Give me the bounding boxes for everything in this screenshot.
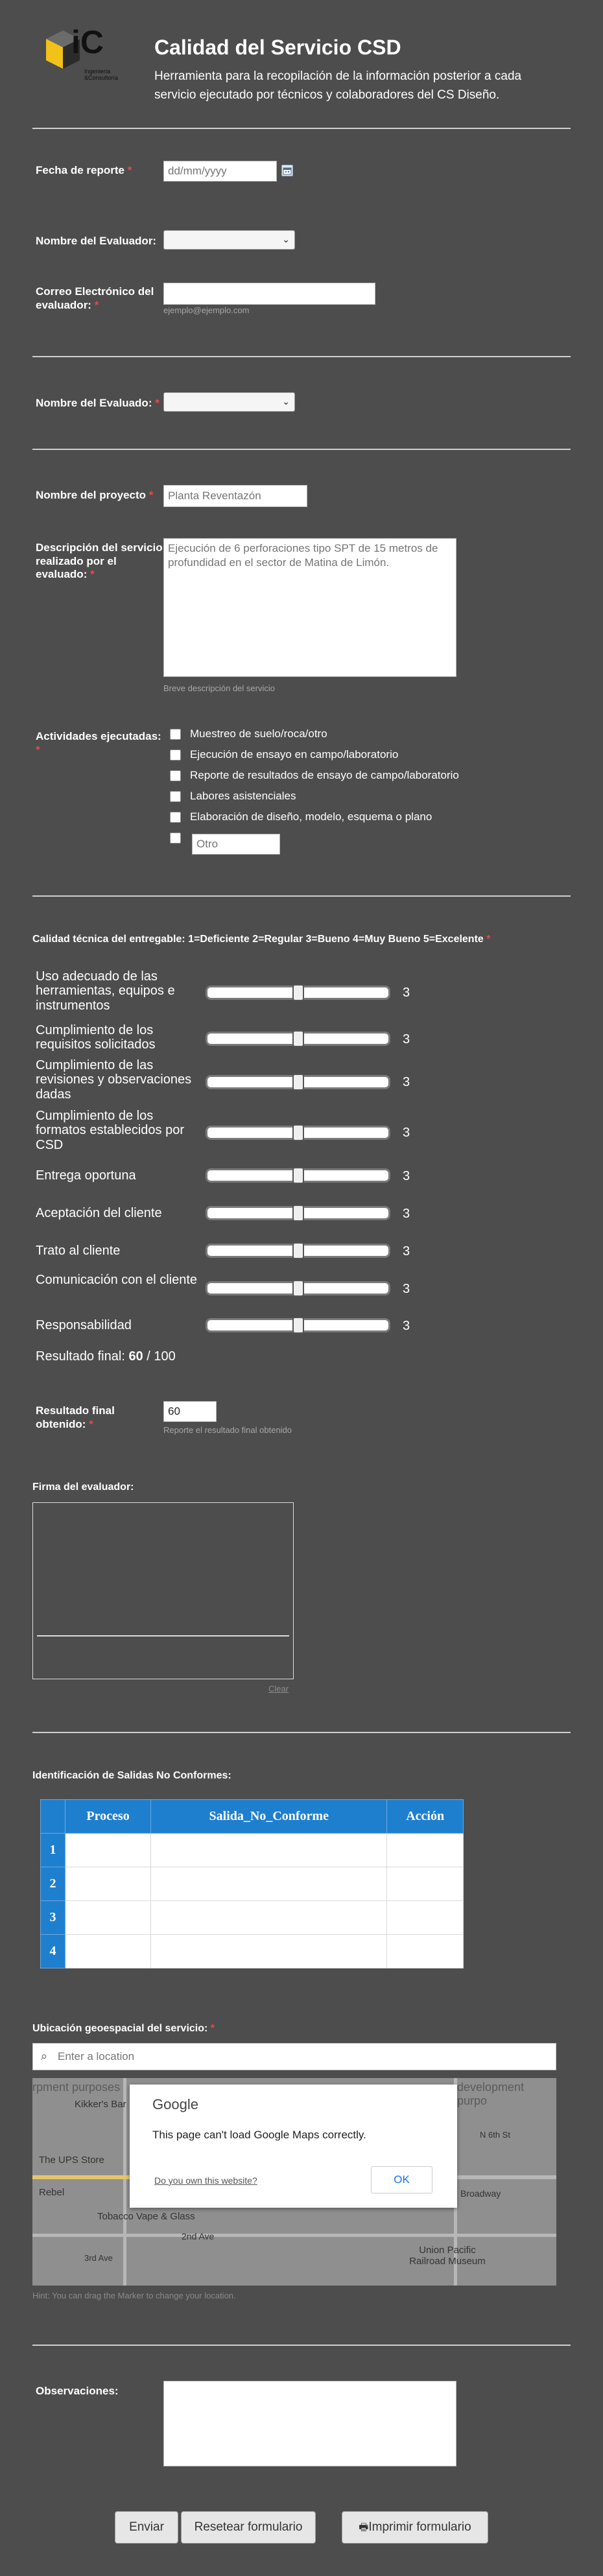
table-cell[interactable] xyxy=(387,1935,464,1968)
table-row xyxy=(41,1901,464,1935)
rating-row xyxy=(36,1168,438,1207)
logo xyxy=(44,24,119,86)
result-input[interactable] xyxy=(163,1401,217,1422)
chevron-down-icon: ⌄ xyxy=(282,234,290,244)
column-header: Salida_No_Conforme xyxy=(151,1800,387,1834)
signature-pad[interactable] xyxy=(32,1502,294,1679)
dialog-ok-button[interactable]: OK xyxy=(371,2166,432,2193)
checkbox[interactable] xyxy=(170,729,181,740)
table-row xyxy=(41,1935,464,1968)
checkbox[interactable] xyxy=(170,791,181,802)
evaluador-select[interactable] xyxy=(163,230,295,250)
table-cell[interactable] xyxy=(387,1834,464,1867)
slider-thumb[interactable] xyxy=(292,1205,304,1222)
calendar-icon[interactable] xyxy=(281,165,293,176)
row-number: 4 xyxy=(41,1935,65,1968)
rating-row xyxy=(36,1206,438,1245)
slider-thumb[interactable] xyxy=(292,984,304,1001)
rating-value: 3 xyxy=(403,986,410,1000)
rating-slider[interactable] xyxy=(206,1281,390,1295)
date-input[interactable] xyxy=(163,161,277,182)
map-road xyxy=(32,2234,556,2237)
checkbox[interactable] xyxy=(170,812,181,823)
signature-line xyxy=(37,1635,289,1637)
map-text: Rebel xyxy=(39,2187,65,2198)
rating-slider[interactable] xyxy=(206,986,390,1000)
map-hint: Hint: You can drag the Marker to change your location. xyxy=(32,2291,236,2300)
fecha-label: Fecha de reporte * xyxy=(36,164,132,176)
rating-label: Aceptación del cliente xyxy=(36,1206,162,1220)
slider-thumb[interactable] xyxy=(292,1074,304,1091)
slider-thumb[interactable] xyxy=(292,1242,304,1259)
logo-subtext: Ingeniería &Consultoría xyxy=(84,68,119,81)
logo-letters: iC xyxy=(71,24,104,60)
slider-thumb[interactable] xyxy=(292,1030,304,1047)
quality-heading: Calidad técnica del entregable: 1=Deficiente 2=Regular 3=Bueno 4=Muy Bueno 5=Excelente * xyxy=(32,934,491,945)
correo-label: Correo Electrónico del evaluador: * xyxy=(36,285,154,311)
column-header: Acción xyxy=(387,1800,464,1834)
print-button[interactable]: 🖶Imprimir formulario xyxy=(342,2511,488,2544)
table-cell[interactable] xyxy=(65,1935,151,1968)
non-conform-table xyxy=(40,1799,464,1968)
rating-row xyxy=(36,1058,438,1102)
activity-option[interactable]: Elaboración de diseño, modelo, esquema o plano xyxy=(170,810,432,823)
evaluado-select[interactable] xyxy=(163,392,295,412)
observaciones-label: Observaciones: xyxy=(36,2385,119,2397)
table-cell[interactable] xyxy=(151,1935,387,1968)
ubicacion-label: Ubicación geoespacial del servicio: * xyxy=(32,2023,215,2034)
divider xyxy=(32,449,571,450)
rating-row xyxy=(36,1023,438,1062)
description-textarea[interactable] xyxy=(163,538,456,677)
rating-slider[interactable] xyxy=(206,1168,390,1183)
row-number: 1 xyxy=(41,1834,65,1867)
rating-value: 3 xyxy=(403,1169,410,1183)
map-text: The UPS Store xyxy=(39,2155,104,2166)
slider-thumb[interactable] xyxy=(292,1317,304,1334)
map-text: Kikker's Bar xyxy=(75,2099,126,2110)
rating-label: Responsabilidad xyxy=(36,1318,132,1332)
checkbox[interactable] xyxy=(170,770,181,781)
table-cell[interactable] xyxy=(387,1901,464,1935)
map-text: Union Pacific Railroad Museum xyxy=(409,2245,486,2267)
actividades-label: Actividades ejecutadas: * xyxy=(36,730,161,756)
table-cell[interactable] xyxy=(65,1834,151,1867)
row-number: 3 xyxy=(41,1901,65,1935)
final-score: Resultado final: 60 / 100 xyxy=(36,1349,176,1364)
project-input[interactable] xyxy=(163,485,307,507)
email-input[interactable] xyxy=(163,283,375,305)
result-hint: Reporte el resultado final obtenido xyxy=(163,1425,292,1435)
observations-textarea[interactable] xyxy=(163,2381,456,2466)
rating-label: Comunicación con el cliente xyxy=(36,1273,198,1287)
table-row xyxy=(41,1834,464,1867)
rating-row xyxy=(36,1273,438,1312)
page-description: Herramienta para la recopilación de la información posterior a cada servicio ejecutado por técnicos y colaboradores del CS Diseño. xyxy=(154,69,522,102)
resultado-label: Resultado final obtenido: * xyxy=(36,1404,115,1430)
rating-value: 3 xyxy=(403,1282,410,1296)
divider xyxy=(32,895,571,897)
table-cell[interactable] xyxy=(387,1867,464,1901)
rating-label: Cumplimiento de los requisitos solicitados xyxy=(36,1023,156,1052)
activity-option[interactable]: Labores asistenciales xyxy=(170,790,296,803)
activity-option-other[interactable] xyxy=(170,833,193,844)
rating-slider[interactable] xyxy=(206,1032,390,1046)
rating-value: 3 xyxy=(403,1244,410,1258)
table-cell[interactable] xyxy=(65,1867,151,1901)
table-cell[interactable] xyxy=(151,1867,387,1901)
no-conformes-label: Identificación de Salidas No Conformes: xyxy=(32,1770,231,1781)
activity-option[interactable]: Muestreo de suelo/roca/otro xyxy=(170,727,327,740)
map-text: N 6th St xyxy=(480,2130,510,2140)
rating-slider[interactable] xyxy=(206,1075,390,1089)
slider-thumb[interactable] xyxy=(292,1167,304,1184)
rating-row xyxy=(36,1109,438,1152)
proyecto-label: Nombre del proyecto * xyxy=(36,489,154,501)
rating-slider[interactable] xyxy=(206,1126,390,1140)
firma-label: Firma del evaluador: xyxy=(32,1482,134,1493)
map-text: Tobacco Vape & Glass xyxy=(97,2211,195,2222)
nombre-evaluado-label: Nombre del Evaluado: * xyxy=(36,397,160,409)
email-hint: ejemplo@ejemplo.com xyxy=(163,305,250,315)
rating-slider[interactable] xyxy=(206,1244,390,1258)
rating-value: 3 xyxy=(403,1207,410,1221)
rating-value: 3 xyxy=(403,1319,410,1333)
other-input[interactable] xyxy=(192,834,280,855)
rating-label: Cumplimiento de las revisiones y observaciones dadas xyxy=(36,1058,192,1102)
table-row xyxy=(41,1867,464,1901)
chevron-down-icon: ⌄ xyxy=(282,396,290,407)
rating-value: 3 xyxy=(403,1126,410,1140)
checkbox[interactable] xyxy=(170,833,181,844)
map-text: development purpo xyxy=(457,2081,525,2107)
row-number: 2 xyxy=(41,1867,65,1901)
corner-cell xyxy=(41,1800,65,1834)
rating-slider[interactable] xyxy=(206,1318,390,1332)
own-website-link[interactable]: Do you own this website? xyxy=(154,2175,257,2186)
divider xyxy=(32,1732,571,1733)
map-dialog xyxy=(130,2085,457,2208)
table-cell[interactable] xyxy=(151,1834,387,1867)
table-header-row xyxy=(41,1800,464,1834)
divider xyxy=(32,356,571,357)
rating-slider[interactable] xyxy=(206,1206,390,1220)
rating-label: Cumplimiento de los formatos establecidos por CSD xyxy=(36,1109,185,1152)
map-text: 3rd Ave xyxy=(84,2253,113,2263)
description-hint: Breve descripción del servicio xyxy=(163,683,275,693)
submit-button[interactable]: Enviar xyxy=(115,2511,178,2544)
google-logo: Google xyxy=(152,2096,198,2112)
printer-icon: 🖶 xyxy=(359,2522,369,2533)
slider-thumb[interactable] xyxy=(292,1280,304,1297)
rating-value: 3 xyxy=(403,1075,410,1089)
map-text: rpment purposes xyxy=(32,2081,121,2094)
divider xyxy=(32,128,571,129)
table-cell[interactable] xyxy=(151,1901,387,1935)
checkbox[interactable] xyxy=(170,750,181,761)
nombre-evaluador-label: Nombre del Evaluador: xyxy=(36,235,157,247)
clear-signature-link[interactable]: Clear xyxy=(268,1684,289,1694)
rating-label: Entrega oportuna xyxy=(36,1168,136,1183)
rating-row xyxy=(36,969,438,1013)
map-road-highlight xyxy=(32,2175,130,2179)
activity-option[interactable]: Reporte de resultados de ensayo de campo/laboratorio xyxy=(170,769,459,782)
slider-thumb[interactable] xyxy=(292,1124,304,1141)
search-icon: ⌕ xyxy=(41,2050,48,2062)
rating-label: Trato al cliente xyxy=(36,1244,121,1258)
table-cell[interactable] xyxy=(65,1901,151,1935)
page-title: Calidad del Servicio CSD xyxy=(154,36,401,59)
location-search[interactable] xyxy=(32,2043,556,2070)
rating-label: Uso adecuado de las herramientas, equipos e instrumentos xyxy=(36,969,175,1013)
map-error-message: This page can't load Google Maps correctly. xyxy=(152,2129,366,2141)
divider xyxy=(32,2345,571,2346)
map-view[interactable] xyxy=(32,2078,556,2286)
rating-value: 3 xyxy=(403,1032,410,1046)
map-text: Broadway xyxy=(460,2188,501,2199)
activity-option[interactable]: Ejecución de ensayo en campo/laboratorio xyxy=(170,748,398,761)
reset-button[interactable]: Resetear formulario xyxy=(181,2511,316,2544)
map-text: 2nd Ave xyxy=(182,2231,215,2241)
location-input[interactable] xyxy=(58,2048,538,2066)
descripcion-label: Descripción del servicio realizado por el evaluado: * xyxy=(36,541,163,581)
column-header: Proceso xyxy=(65,1800,151,1834)
